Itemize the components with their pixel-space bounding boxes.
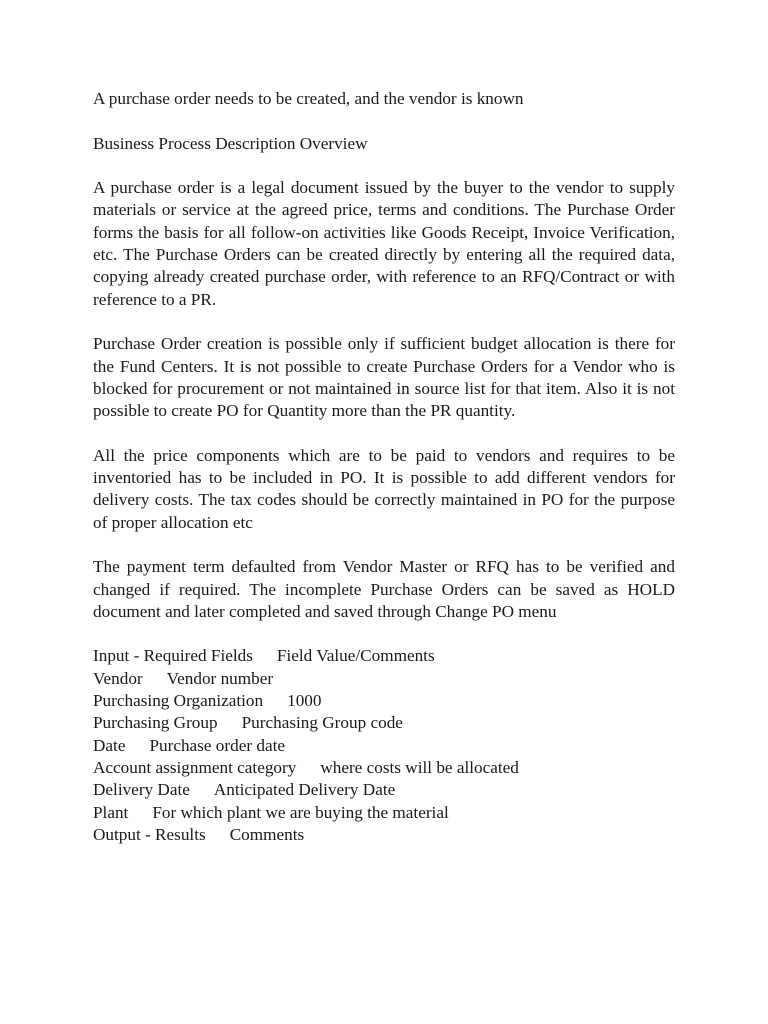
paragraph-budget: Purchase Order creation is possible only if sufficient budget allocation is there for the Fund Centers. It is not possible to create Purchase Orders for a Vendor who is blocked for procurement or not maintained in source list for that item. Also it is not possible to create PO for Quantity more than the PR quantity. [93,334,675,421]
output-header-col1: Output - Results [93,824,206,844]
fields-header-col2: Field Value/Comments [276,646,435,666]
field-row-date [93,735,675,757]
field-row-plant [93,802,675,824]
field-row-account-assignment [93,757,675,779]
spacer [93,155,675,177]
field-label: Vendor [93,668,143,688]
field-value: Anticipated Delivery Date [213,780,396,800]
output-header-row [93,824,675,846]
spacer [93,311,675,333]
field-row-delivery-date [93,779,675,801]
spacer [93,422,675,444]
field-label: Plant [93,802,129,822]
field-label: Date [93,735,126,755]
field-value: 1000 [287,691,322,711]
document-page [93,88,675,846]
paragraph-price-components: All the price components which are to be paid to vendors and requires to be inventoried has to be included in PO. It is possible to add different vendors for delivery costs. The tax codes should be correctly maintained in PO for the purpose of proper allocation etc [93,445,675,532]
field-label: Account assignment category [93,757,297,777]
field-value: For which plant we are buying the material [152,802,449,822]
field-label: Delivery Date [93,780,190,800]
section-heading: Business Process Description Overview [93,133,368,153]
field-value: Purchase order date [149,735,285,755]
field-value: Purchasing Group code [241,713,403,733]
paragraph-payment-term: The payment term defaulted from Vendor Master or RFQ has to be verified and changed if required. The incomplete Purchase Orders can be saved as HOLD document and later completed and saved through Change PO menu [93,557,675,621]
field-value: where costs will be allocated [320,757,519,777]
field-row-purchasing-organization [93,690,675,712]
paragraph-overview: A purchase order is a legal document issued by the buyer to the vendor to supply materials or service at the agreed price, terms and conditions. The Purchase Order forms the basis for all follow-on activities like Goods Receipt, Invoice Verification, etc. The Purchase Orders can be created directly by entering all the required data, copying already created purchase order, with reference to an RFQ/Contract or with reference to a PR. [93,178,675,309]
spacer [93,534,675,556]
field-label: Purchasing Group [93,713,218,733]
field-label: Purchasing Organization [93,691,264,711]
spacer [93,110,675,132]
fields-header-row [93,645,675,667]
field-row-vendor [93,668,675,690]
field-value: Vendor number [166,668,274,688]
field-row-purchasing-group [93,712,675,734]
document-title: A purchase order needs to be created, and the vendor is known [93,89,524,108]
output-header-col2: Comments [229,824,305,844]
fields-table [93,645,675,846]
fields-header-col1: Input - Required Fields [93,646,253,666]
spacer [93,623,675,645]
